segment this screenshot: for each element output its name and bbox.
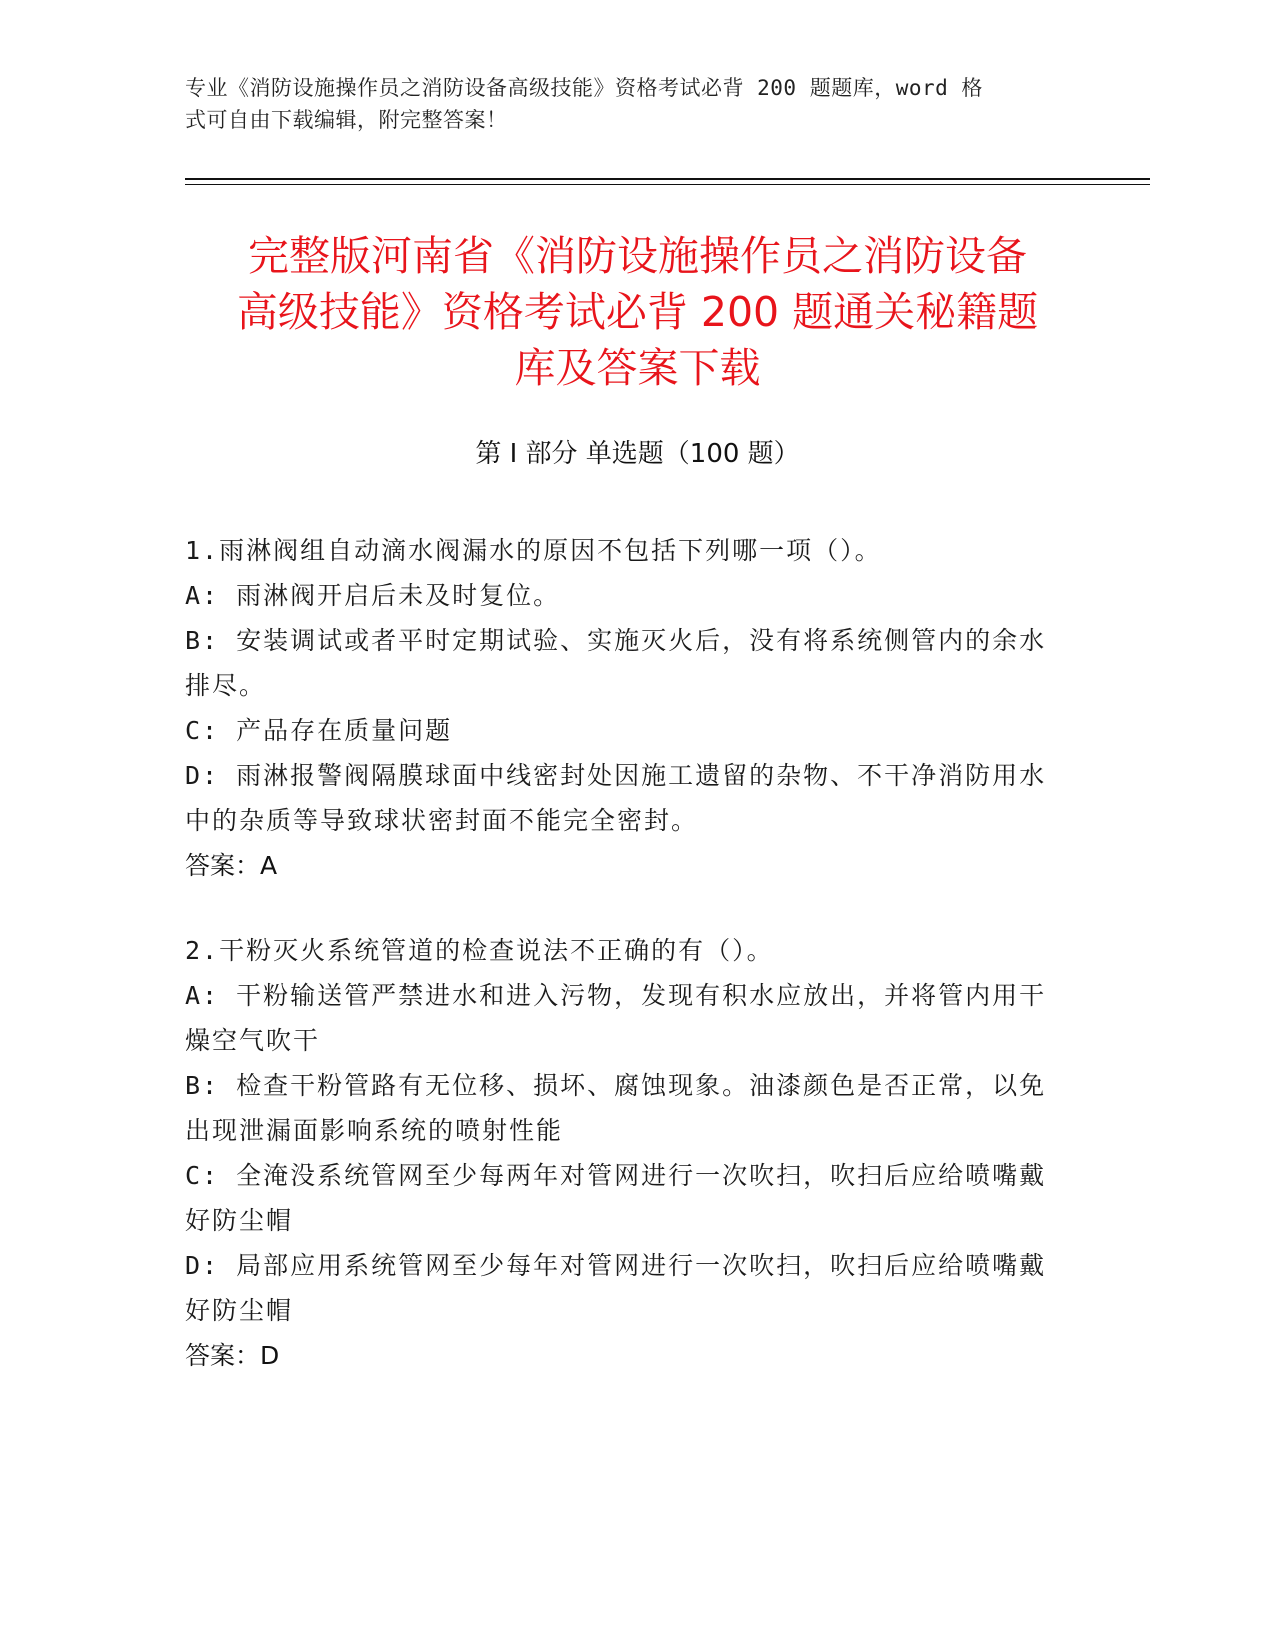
section-title: 第 I 部分 单选题（100 题） [475, 439, 800, 469]
question-stem: 2.干粉灭火系统管道的检查说法不正确的有（）。 [185, 936, 774, 965]
document-title [150, 228, 1125, 396]
option-d: D: 雨淋报警阀隔膜球面中线密封处因施工遗留的杂物、不干净消防用水中的杂质等导致球状密封面不能完全密封。 [185, 761, 1047, 835]
option-d: D: 局部应用系统管网至少每年对管网进行一次吹扫，吹扫后应给喷嘴戴好防尘帽 [185, 1251, 1047, 1325]
option-a: A: 雨淋阀开启后未及时复位。 [185, 581, 561, 610]
question-1 [185, 528, 1065, 888]
question-2 [185, 928, 1065, 1378]
option-b: B: 安装调试或者平时定期试验、实施灭火后，没有将系统侧管内的余水排尽。 [185, 626, 1047, 700]
header-note-line-1: 专业《消防设施操作员之消防设备高级技能》资格考试必背 200 题题库，word 格 [185, 76, 983, 100]
answer-line: 答案：A [185, 851, 278, 880]
document-title-line-2: 高级技能》资格考试必背 200 题通关秘籍题 [236, 288, 1039, 336]
option-b: B: 检查干粉管路有无位移、损坏、腐蚀现象。油漆颜色是否正常，以免出现泄漏面影响系统的喷射性能 [185, 1071, 1047, 1145]
option-c: C: 全淹没系统管网至少每两年对管网进行一次吹扫，吹扫后应给喷嘴戴好防尘帽 [185, 1161, 1047, 1235]
header-rule-thick [185, 178, 1150, 180]
header-note-line-2: 式可自由下载编辑，附完整答案！ [185, 108, 508, 132]
answer-line: 答案：D [185, 1341, 280, 1370]
option-c: C: 产品存在质量问题 [185, 716, 453, 745]
option-a: A: 干粉输送管严禁进水和进入污物，发现有积水应放出，并将管内用干燥空气吹干 [185, 981, 1047, 1055]
document-title-line-3: 库及答案下载 [514, 344, 761, 392]
question-stem: 1.雨淋阀组自动滴水阀漏水的原因不包括下列哪一项（）。 [185, 536, 882, 565]
document-title-line-1: 完整版河南省《消防设施操作员之消防设备 [248, 232, 1027, 280]
header-rule-thin [185, 184, 1150, 185]
header-note [185, 72, 1065, 136]
question-list [185, 528, 1065, 1418]
